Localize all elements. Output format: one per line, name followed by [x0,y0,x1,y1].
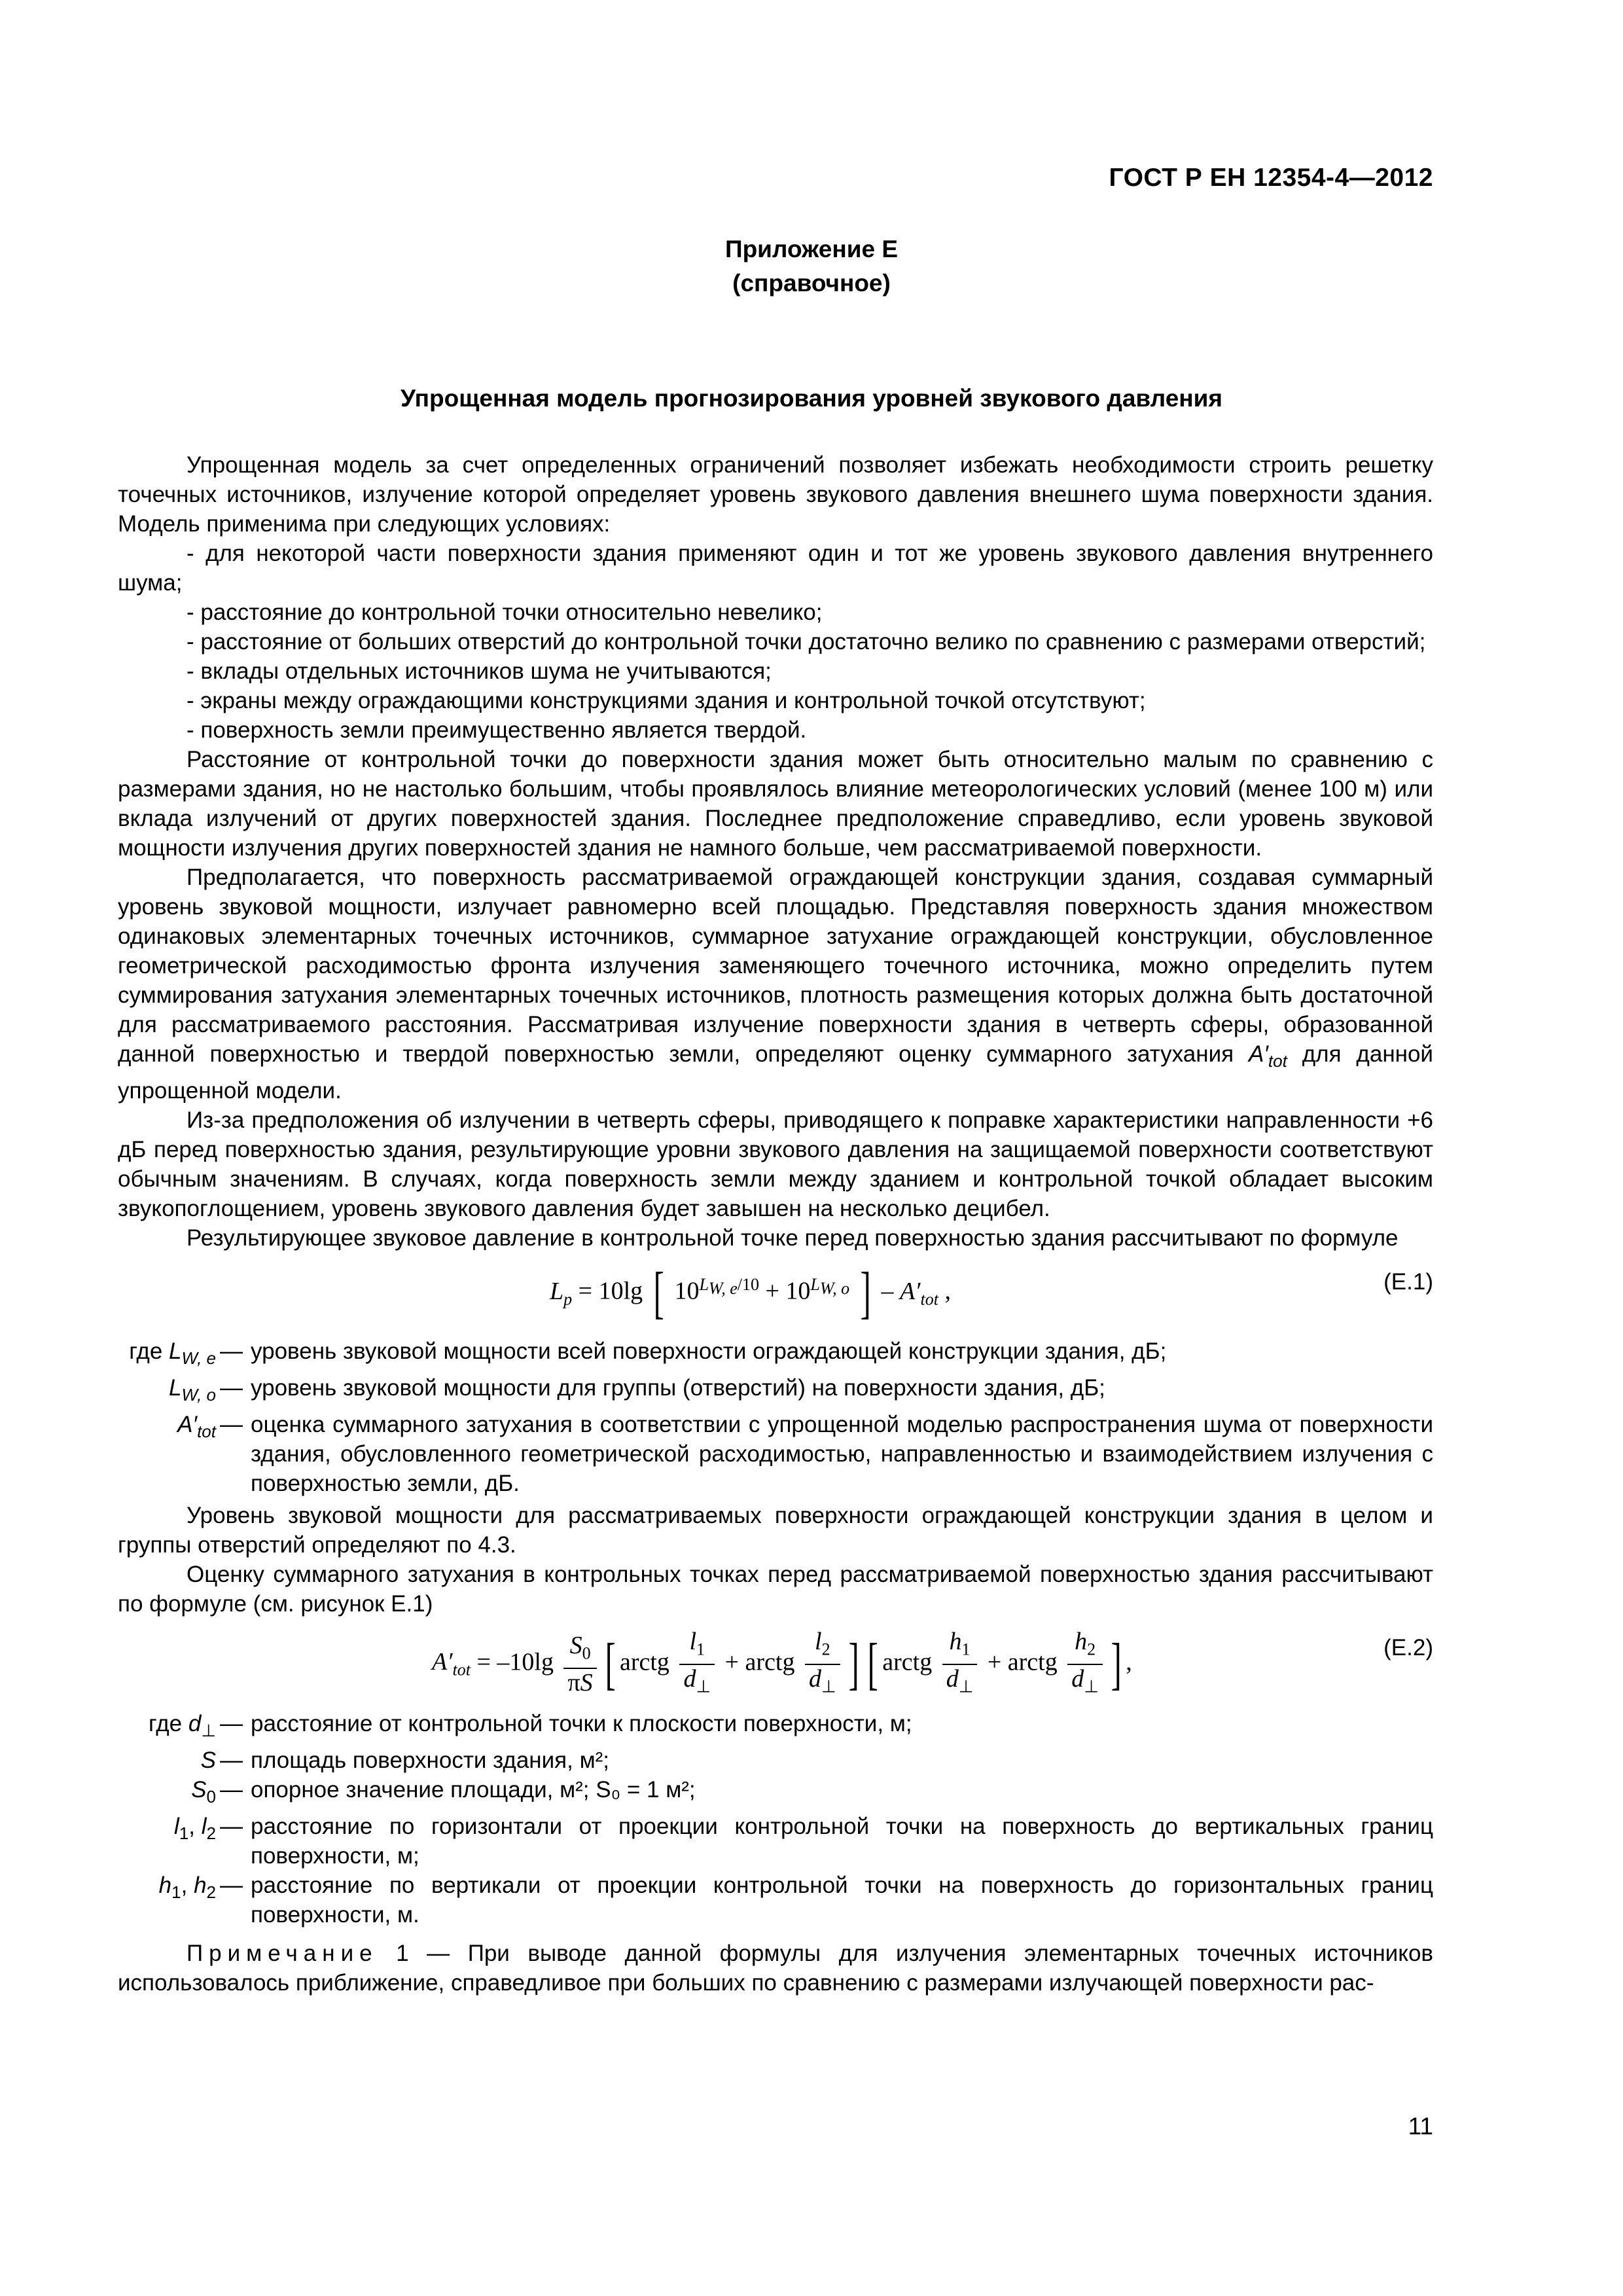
paragraph: Расстояние от контрольной точки до поверхности здания может быть относительно малым по сравнению с размерами здания, но не настолько большим, чтобы проявлялось влияние метеорологических условий (менее 100 м) или вклада излучений от других поверхностей здания. Последнее предположение справедливо, если уровень звуковой мощности излучения других поверхностей здания не намного больше, чем рассматриваемой поверхности. [118,747,1433,861]
list-item: - для некоторой части поверхности здания применяют один и тот же уровень звукового давления внутреннего шума; [118,541,1433,596]
definition-text: площадь поверхности здания, м²; [251,1748,610,1773]
formula-e2 [118,1624,1433,1702]
definition-text: оценка суммарного затухания в соответствии с упрощенной моделью распространения шума от поверхности здания, обусловленного геометрической расходимостью, направленностью и взаимодействием излучения с поверхностью земли, дБ. [251,1412,1433,1496]
definition-text: опорное значение площади, м²; S₀ = 1 м²; [251,1777,696,1803]
paragraph: Результирующее звуковое давление в контрольной точке перед поверхностью здания рассчитывают по формуле [187,1225,1399,1251]
formula-expression: $L_p = 10\lg$ [ $10^{L_{W, e}/10} + 10^{L_{W, o}}$ ] – $A'_{tot}$ , [550,1261,951,1325]
definition-term: $A'_{tot}$ [177,1412,216,1441]
definition-term: $L_{W, o}$ [169,1375,216,1405]
definition-text: расстояние по горизонтали от проекции контрольной точки на поверхность до вертикальных границ поверхности, м; [251,1814,1433,1869]
paragraph: Уровень звуковой мощности для рассматриваемых поверхности ограждающей конструкции здания в целом и группы отверстий определяют по 4.3. [118,1503,1433,1558]
annex-heading [0,232,1623,300]
paragraph: Оценку суммарного затухания в контрольных точках перед рассматриваемой поверхностью здания рассчитывают по формуле (см. рисунок Е.1) [118,1562,1433,1617]
list-item: - экраны между ограждающими конструкциями здания и контрольной точкой отсутствуют; [187,688,1146,713]
paragraph: Из-за предположения об излучении в четверть сферы, приводящего к поправке характеристики направленности +6 дБ перед поверхностью здания, результирующие уровни звукового давления на защищаемой поверхности соответствуют обычным значениям. В случаях, когда поверхность земли между зданием и контрольной точкой обладает высоким звукопоглощением, уровень звукового давления будет завышен на несколько децибел. [118,1107,1433,1221]
definitions-list [118,1336,1433,1498]
note [118,1939,1433,1998]
definition-term: где $L_{W, e}$ [129,1338,216,1368]
definition-item: $A'_{tot}$ — оценка суммарного затухания в соответствии с упрощенной моделью распространения шума от поверхности здания, обусловленного геометрической расходимостью, направленностью и взаимодействием излучения с поверхностью земли, дБ. [118,1410,1433,1498]
definition-term: $S_0$ [191,1777,216,1806]
definition-item: S — площадь поверхности здания, м²; [118,1746,1433,1775]
definition-text: расстояние по вертикали от проекции контрольной точки на поверхность до горизонтальных границ поверхности, м. [251,1873,1433,1928]
definition-term: где $d_\perp$ [149,1711,216,1740]
definition-item: где $d_\perp$ — расстояние от контрольной точки к плоскости поверхности, м; [118,1709,1433,1746]
formula-expression: $A'_{tot} = -10\lg$ $\frac{S_0}{\pi S}$ [ arctg $\frac{l_1}{d_\perp}$ + arctg $\frac{l_2}{d_\perp}$ ] [ arctg $\frac{h_1}{d_\perp}$ + arctg $\frac{h_2}{d_\perp}$ ] , [432,1628,1132,1696]
paragraph [118,863,1433,1105]
definition-text: уровень звуковой мощности всей поверхности ограждающей конструкции здания, дБ; [251,1338,1167,1364]
document-body [118,450,1433,1998]
section-title: Упрощенная модель прогнозирования уровней звукового давления [401,385,1222,412]
list-item: - расстояние от больших отверстий до контрольной точки достаточно велико по сравнению с размерами отверстий; [187,629,1426,655]
page-number: 11 [1408,2113,1433,2140]
formula-number: (Е.1) [1383,1269,1433,1295]
standard-designation: ГОСТ Р ЕН 12354-4—2012 [1109,164,1433,192]
note-text: 1 — При выводе данной формулы для излучения элементарных точечных источников использовалось приближение, справедливое при больших по сравнению с размерами излучающей поверхности рас- [118,1941,1433,1996]
annex-title: Приложение Е [724,236,899,262]
annex-status: (справочное) [732,270,891,296]
definition-item: $h_1$, $h_2$ — расстояние по вертикали от проекции контрольной точки на поверхность до горизонтальных границ поверхности, м. [118,1871,1433,1929]
definition-text: расстояние от контрольной точки к плоскости поверхности, м; [251,1711,912,1736]
definition-item: где $L_{W, e}$ — уровень звуковой мощности всей поверхности ограждающей конструкции здания, дБ; [118,1336,1433,1373]
definition-item: $L_{W, o}$ — уровень звуковой мощности для группы (отверстий) на поверхности здания, дБ; [118,1373,1433,1410]
definition-item: $S_0$ — опорное значение площади, м²; S₀ = 1 м²; [118,1775,1433,1812]
paragraph: Упрощенная модель за счет определенных ограничений позволяет избежать необходимости строить решетку точечных источников, излучение которой определяет уровень звукового давления внешнего шума поверхности здания. Модель применима при следующих условиях: [118,452,1433,537]
list-item: - вклады отдельных источников шума не учитываются; [187,658,772,684]
definition-item: $l_1$, $l_2$ — расстояние по горизонтали от проекции контрольной точки на поверхность до вертикальных границ поверхности, м; [118,1812,1433,1871]
formula-number: (Е.2) [1383,1635,1433,1660]
definition-term: $l_1$, $l_2$ [174,1814,216,1843]
definition-term: $h_1$, $h_2$ [158,1873,216,1902]
definition-term: S [200,1748,216,1773]
list-item: - поверхность земли преимущественно является твердой. [187,717,807,743]
list-item: - расстояние до контрольной точки относительно невелико; [187,600,823,625]
math-symbol: $A'_{tot}$ [1248,1041,1287,1071]
note-label: Примечание [187,1941,378,1966]
formula-e1 [118,1258,1433,1330]
definition-text: уровень звуковой мощности для группы (отверстий) на поверхности здания, дБ; [251,1375,1105,1401]
paragraph-text: Предполагается, что поверхность рассматриваемой ограждающей конструкции здания, создавая суммарный уровень звуковой мощности, излучает равномерно всей площадью. Представляя поверхность здания множеством одинаковых элементарных точечных источников, суммарное затухание ограждающей конструкции, обусловленное геометрической расходимостью фронта излучения заменяющего точечного источника, можно определить путем суммирования затухания элементарных точечных источников, плотность размещения которых должна быть достаточной для рассматриваемого расстояния. Рассматривая излучение поверхности здания в четверть сферы, образованной данной поверхностью и твердой поверхностью земли, определяют оценку суммарного затухания [118,865,1433,1067]
definitions-list [118,1709,1433,1929]
paragraph-text: для данной упрощенной модели. [118,1041,1433,1103]
